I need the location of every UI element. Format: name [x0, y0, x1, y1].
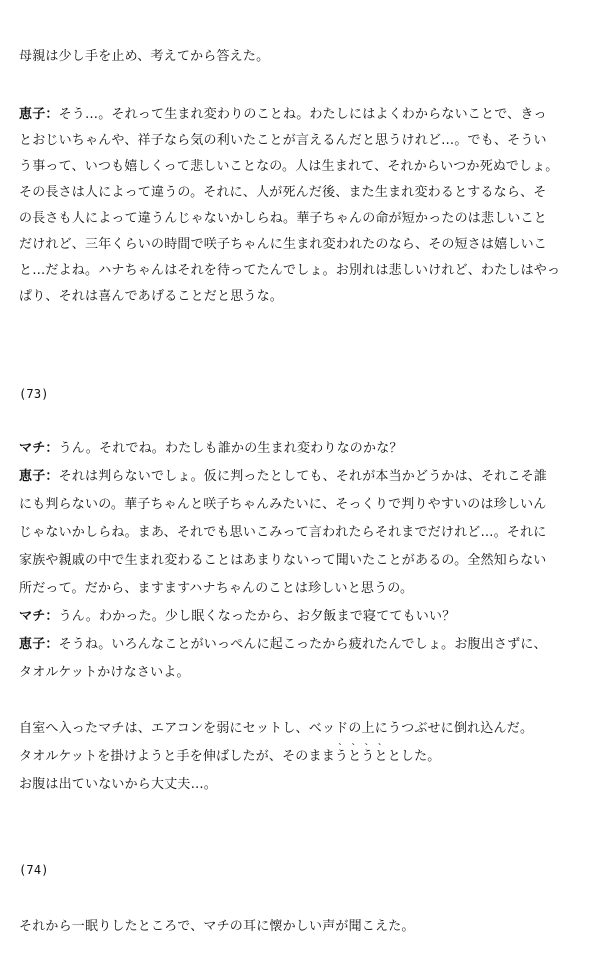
dialogue-text: それは判らないでしょ。仮に判ったとしても、それが本当かどうかは、それこそ誰	[58, 469, 548, 484]
dialogue-text: タオルケットかけなさいよ。	[19, 665, 190, 680]
speaker-name: 恵子：	[19, 107, 59, 122]
emphasis-char: ˋ う	[361, 749, 374, 764]
dialogue-text: とおじいちゃんや、祥子なら気の利いたことが言えるんだと思うけれど…。でも、そうい	[19, 133, 547, 148]
dialogue-text: そう…。それって生まれ変わりのことね。わたしにはよくわからないことで、きっ	[58, 107, 547, 122]
narration-paragraph: それから一眠りしたところで、マチの耳に懐かしい声が聞こえた。	[19, 919, 415, 934]
dialogue-text: だけれど、三年くらいの時間で咲子ちゃんに生まれ変われたのなら、その短さは嬉しいこ	[19, 237, 548, 252]
narration-paragraph: 自室へ入ったマチは、エアコンを弱にセットし、ベッドの上にうつぶせに倒れ込んだ。	[19, 721, 534, 736]
narration-paragraph: お腹は出ていないから大丈夫…。	[19, 777, 218, 792]
dialogue-line	[19, 440, 599, 457]
narration-text: タオルケットを掛けようと手を伸ばしたが、そのまま	[19, 749, 335, 764]
dialogue-text: と…だよね。ハナちゃんはそれを待ってたんでしょ。お別れは悲しいけれど、わたしはやっ	[19, 263, 561, 278]
dialogue-text: そうね。いろんなことがいっぺんに起こったから疲れたんでしょ。お腹出さずに、	[58, 637, 547, 652]
dialogue-text: じゃないかしらね。まあ、それでも思いこみって言われたらそれまでだけれど…。それに	[19, 525, 547, 540]
speaker-name: 恵子：	[19, 469, 59, 484]
dialogue-text: う事って、いつも嬉しくって悲しいことなの。人は生まれて、それからいつか死ぬでしょ。	[19, 159, 559, 174]
speaker-name: マチ：	[19, 441, 59, 456]
dialogue-text: ぱり、それは喜んであげることだと思うな。	[19, 289, 284, 304]
dialogue-text: 家族や親戚の中で生まれ変わることはあまりないって聞いたことがあるの。全然知らない	[19, 553, 547, 568]
dialogue-text: にも判らないの。華子ちゃんと咲子ちゃんみたいに、そっくりで判りやすいのは珍しいん	[19, 497, 547, 512]
narration-text: とした。	[387, 749, 441, 764]
dialogue-text: の長さも人によって違うんじゃないかしらね。華子ちゃんの命が短かったのは悲しいこと	[19, 211, 548, 226]
dialogue-text: その長さは人によって違うの。それに、人が死んだ後、また生まれ変わるとするなら、そ	[19, 185, 547, 200]
dialogue-line	[19, 106, 599, 123]
section-number: (73)	[19, 387, 49, 401]
dialogue-text: うん。わかった。少し眠くなったから、お夕飯まで寝ててもいい？	[58, 609, 456, 624]
speaker-name: マチ：	[19, 609, 59, 624]
dialogue-text: うん。それでね。わたしも誰かの生まれ変わりなのかな？	[58, 441, 403, 456]
emphasis-char: ˋ と	[375, 749, 388, 764]
dialogue-line	[19, 468, 599, 485]
speaker-name: 恵子：	[19, 637, 59, 652]
narration-paragraph	[19, 748, 599, 765]
emphasis-char: ˋ う	[335, 749, 348, 764]
dialogue-line	[19, 608, 599, 625]
dialogue-line	[19, 636, 599, 653]
narration-paragraph: 母親は少し手を止め、考えてから答えた。	[19, 49, 270, 64]
dialogue-text: 所だって。だから、ますますハナちゃんのことは珍しいと思うの。	[19, 581, 414, 596]
emphasis-char: ˋ と	[348, 749, 361, 764]
section-number: (74)	[19, 863, 49, 877]
